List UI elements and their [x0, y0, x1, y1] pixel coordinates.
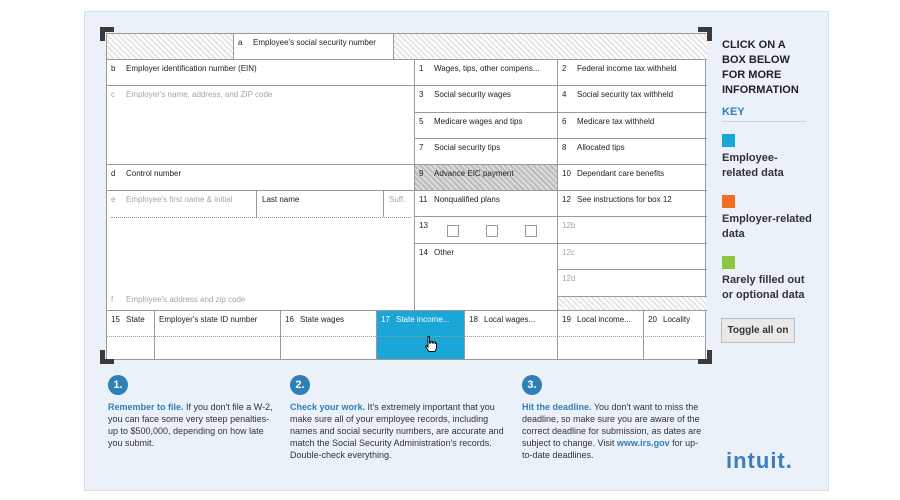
box-5-medicare-wages[interactable]: 5 Medicare wages and tips	[415, 113, 558, 139]
box-e-last-name: Last name	[262, 195, 300, 204]
key-divider	[722, 121, 806, 122]
intuit-logo: intuit.	[726, 448, 793, 473]
box-e-employee-name[interactable]: e Employee's first name & initial	[107, 191, 415, 311]
instruction-text: CLICK ON A BOX BELOW FOR MORE INFORMATION	[722, 39, 799, 96]
hatched-area-right	[394, 34, 707, 60]
tip-heading-2: Check your work.	[290, 402, 366, 412]
box-6-medicare-tax-withheld[interactable]: 6 Medicare tax withheld	[558, 113, 707, 139]
tip-1	[108, 375, 280, 449]
box-7-ss-tips[interactable]: 7 Social security tips	[415, 139, 558, 165]
box-13-statutory-employee-checkbox[interactable]	[447, 225, 459, 237]
box-19-local-income-tax[interactable]: 19 Local income...	[558, 311, 644, 360]
key-label-employee: Employee-related data	[722, 152, 784, 179]
tip-number-3: 3.	[522, 375, 542, 395]
key-swatch-employer	[722, 195, 735, 208]
box-8-allocated-tips[interactable]: 8 Allocated tips	[558, 139, 707, 165]
box-18-local-wages[interactable]: 18 Local wages...	[465, 311, 558, 360]
legend-sidebar	[722, 38, 812, 303]
key-swatch-optional	[722, 256, 735, 269]
key-label-employer: Employer-related data	[722, 213, 812, 240]
corner-bracket-br-v	[707, 350, 712, 364]
tip-3	[522, 375, 708, 461]
key-title: KEY	[722, 106, 745, 118]
toggle-all-on-button[interactable]: Toggle all on	[721, 318, 795, 343]
tip-number-1: 1.	[108, 375, 128, 395]
box-13-checkboxes: 13	[415, 217, 558, 244]
box-11-nonqualified-plans[interactable]: 11 Nonqualified plans	[415, 191, 558, 217]
box-10-dependent-care-benefits[interactable]: 10 Dependant care benefits	[558, 165, 707, 191]
name-dotted-line	[111, 217, 411, 218]
hand-cursor-icon	[424, 335, 438, 353]
box-15-state[interactable]: 15 State	[107, 311, 155, 360]
box-12d[interactable]: 12d	[558, 270, 707, 297]
box-12c[interactable]: 12c	[558, 244, 707, 270]
corner-bracket-tr-v	[707, 27, 712, 41]
tip-heading-1: Remember to file.	[108, 402, 184, 412]
box-14-other[interactable]: 14 Other	[415, 244, 558, 311]
box-1-wages[interactable]: 1 Wages, tips, other compens...	[415, 60, 558, 86]
box-d-control-number[interactable]: d Control number	[107, 165, 415, 191]
irs-link[interactable]: www.irs.gov	[616, 438, 670, 448]
box-3-ss-wages[interactable]: 3 Social security wages	[415, 86, 558, 113]
box-20-locality[interactable]: 20 Locality	[644, 311, 707, 360]
box-15-employer-state-id[interactable]: Employer's state ID number	[155, 311, 281, 360]
tip-heading-3: Hit the deadline.	[522, 402, 592, 412]
tip-body-2: It's extremely important that you make sure all of your employee records, including names and social security numbers, are accurate and match the Social Security Administration's records. Double-check everything.	[290, 402, 504, 460]
w2-form	[106, 33, 706, 360]
state-row-dotted-line	[107, 336, 706, 337]
tip-body-1: If you don't file a W-2, you can face some very steep penalties- up to $500,000, depending on how late you submit.	[108, 402, 273, 448]
tip-body-3: You don't want to miss the deadline, so make sure you are aware of the correct deadline for submission, as dates are subject to change. Visit	[522, 402, 702, 448]
box-4-ss-tax-withheld[interactable]: 4 Social security tax withheld	[558, 86, 707, 113]
hatched-area-left	[107, 34, 234, 60]
tip-number-2: 2.	[290, 375, 310, 395]
box-17-state-income-tax[interactable]: 17 State income...	[377, 311, 465, 360]
box-16-state-wages[interactable]: 16 State wages	[281, 311, 377, 360]
box-13-retirement-plan-checkbox[interactable]	[486, 225, 498, 237]
corner-bracket-bl-v	[100, 350, 105, 364]
box-12-instructions[interactable]: 12 See instructions for box 12	[558, 191, 707, 217]
box-2-federal-tax-withheld[interactable]: 2 Federal income tax withheld	[558, 60, 707, 86]
key-swatch-employee	[722, 134, 735, 147]
divider-suffix	[383, 191, 384, 217]
box-f-employee-address[interactable]: f Employee's address and zip code	[111, 295, 246, 304]
box-b-ein[interactable]: b Employer identification number (EIN)	[107, 60, 415, 86]
tip-tail-3: for up-to-date deadlines.	[522, 438, 699, 460]
corner-bracket-tl-v	[100, 27, 105, 41]
box-9-advance-eic[interactable]: 9 Advance EIC payment	[415, 165, 558, 191]
tip-2	[290, 375, 508, 461]
box-12b[interactable]: 12b	[558, 217, 707, 244]
hatched-area-12d	[558, 297, 707, 311]
box-c-employer-name-address[interactable]: c Employer's name, address, and ZIP code	[107, 86, 415, 165]
box-e-suffix: Suff.	[389, 195, 406, 204]
box-a-employee-ssn[interactable]: a Employee's social security number	[234, 34, 394, 60]
box-13-third-party-sick-pay-checkbox[interactable]	[525, 225, 537, 237]
divider-last-name	[256, 191, 257, 217]
key-label-optional: Rarely filled out or optional data	[722, 274, 805, 301]
